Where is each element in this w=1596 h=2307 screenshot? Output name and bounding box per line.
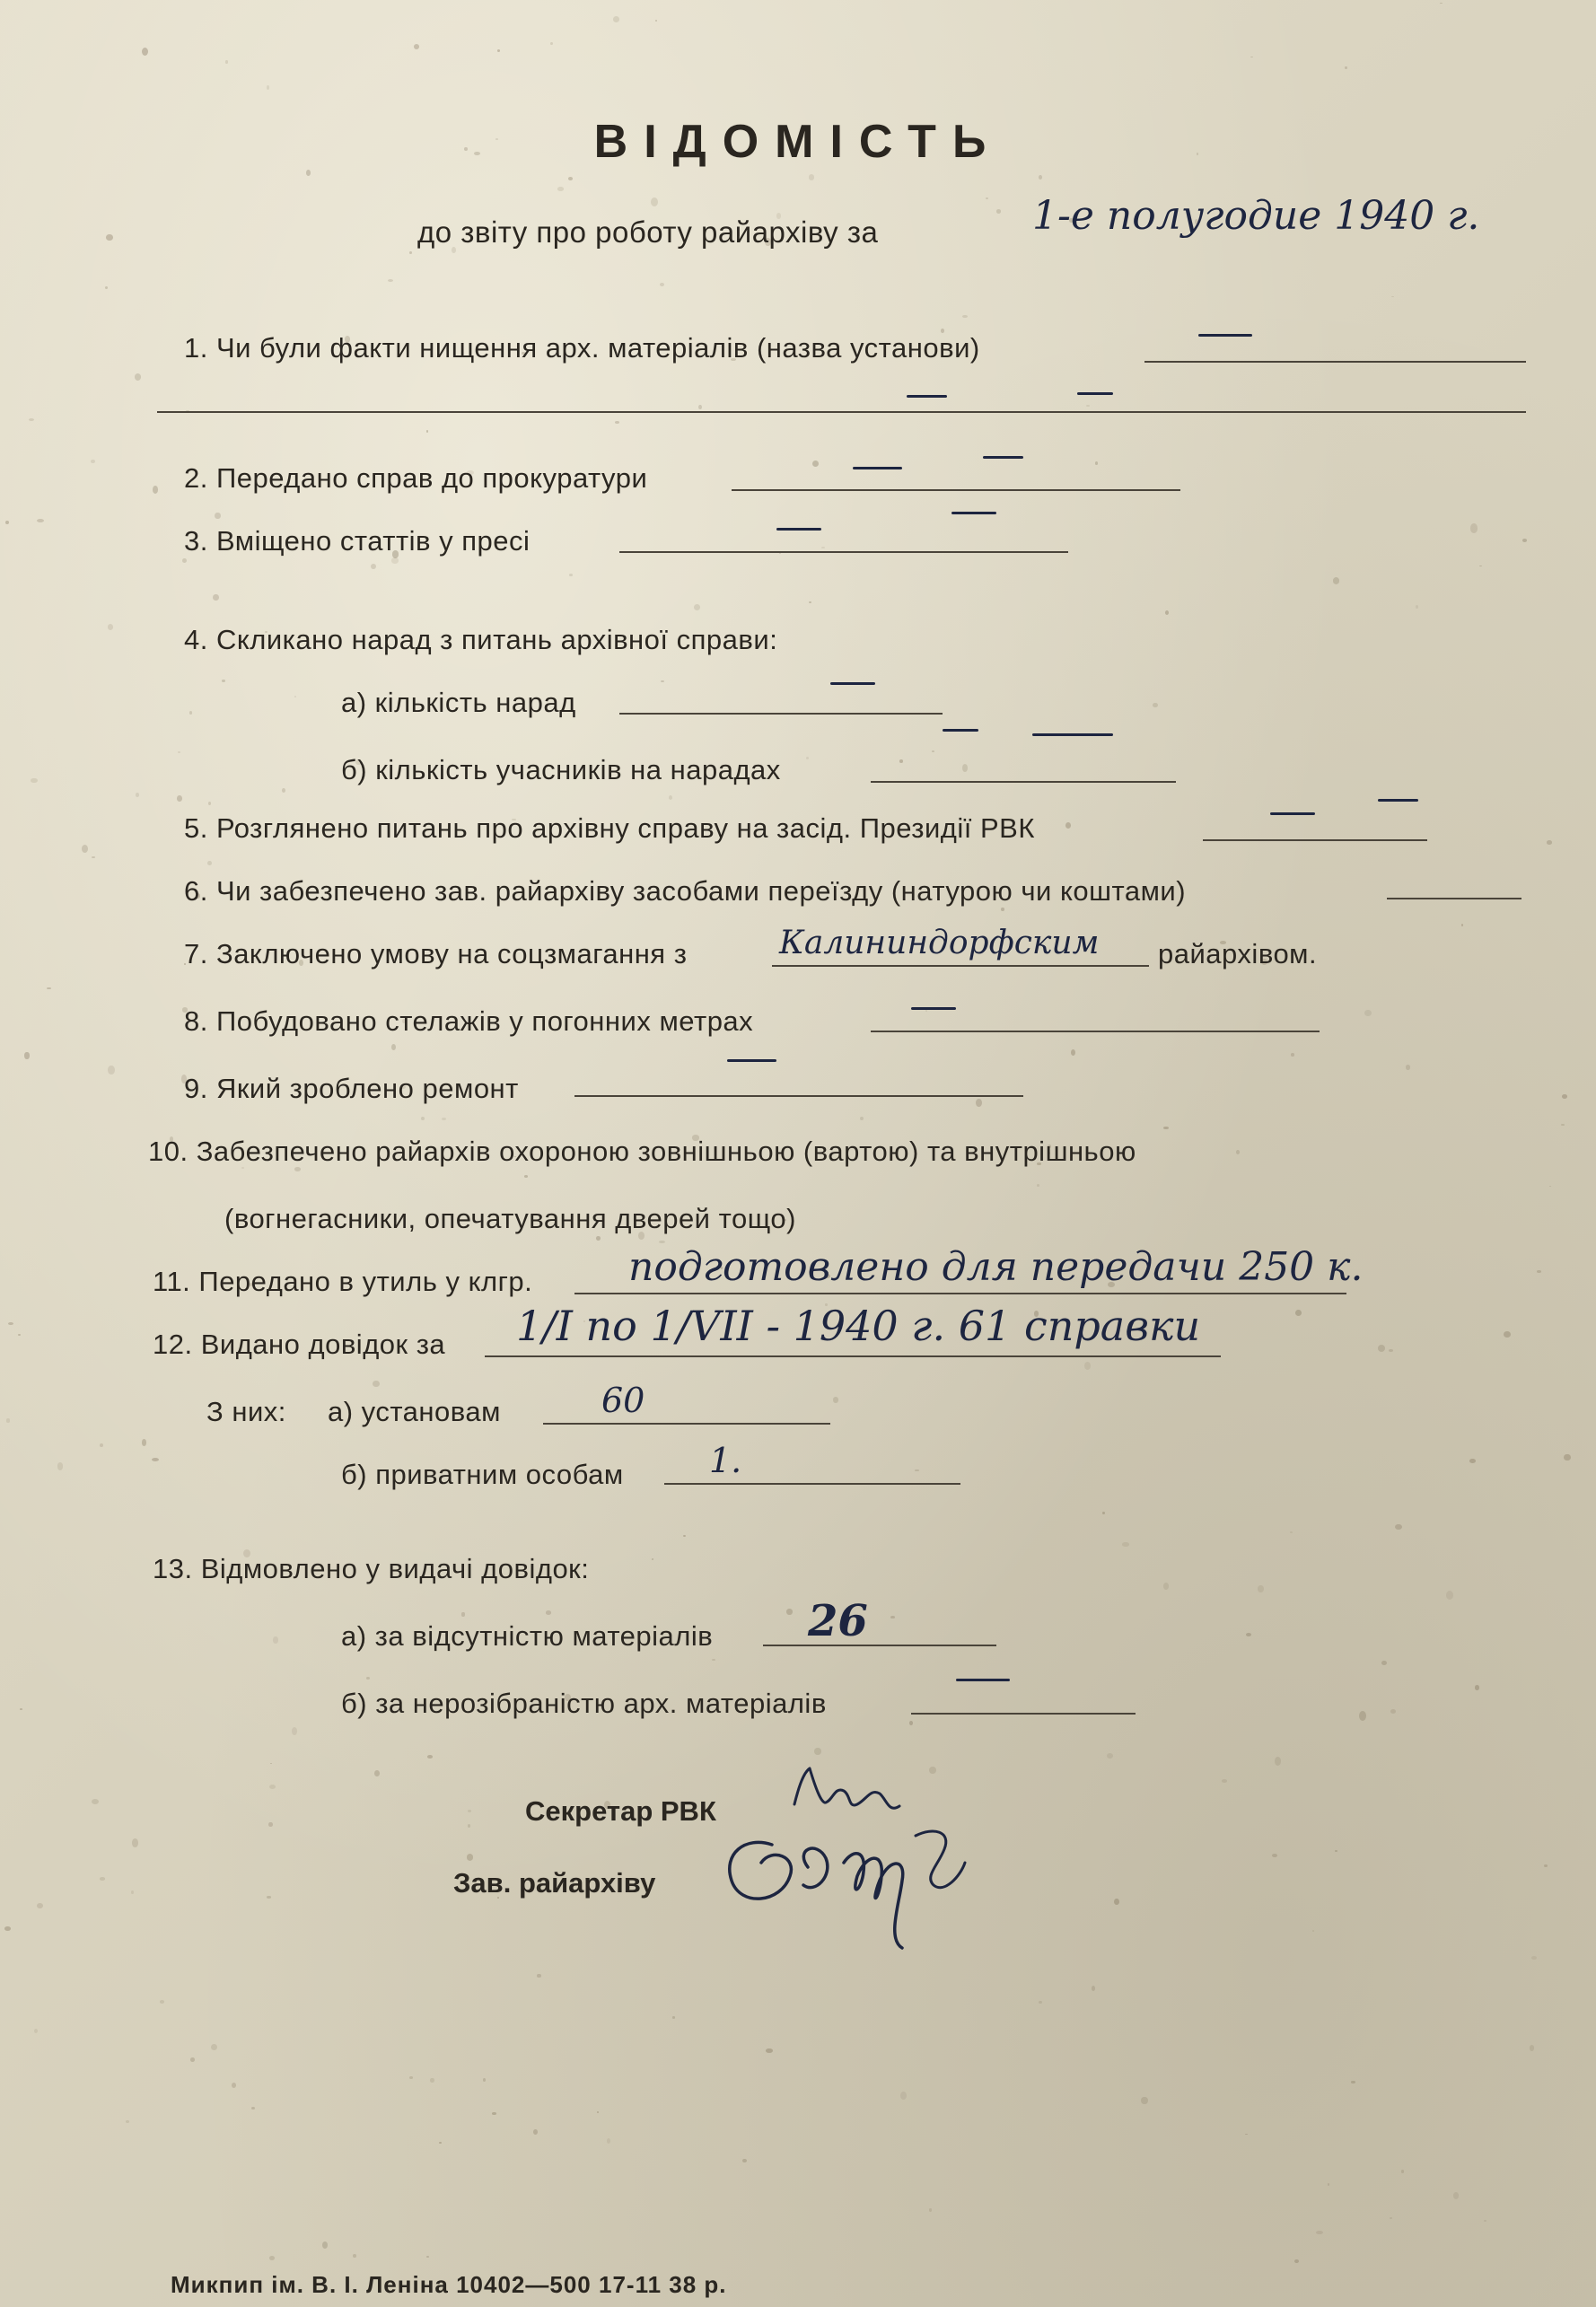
paper-speck [1316, 2231, 1323, 2234]
paper-speck [786, 1609, 793, 1615]
item-6-fill-line [1387, 898, 1521, 899]
paper-speck [537, 1974, 540, 1978]
item-2-dash [853, 467, 902, 469]
paper-speck [427, 1755, 433, 1759]
paper-speck [659, 1241, 666, 1244]
paper-speck [213, 594, 219, 601]
item-5-dash [1270, 812, 1315, 815]
paper-speck [1390, 1709, 1396, 1714]
item-5-fill-line [1203, 839, 1427, 841]
paper-speck [1071, 1049, 1075, 1056]
paper-speck [1107, 1753, 1113, 1759]
paper-speck [683, 1535, 686, 1537]
paper-speck [976, 1099, 982, 1108]
paper-speck [492, 2112, 495, 2115]
item-7-handwritten: Калининдорфским [779, 925, 1100, 961]
item-13a-handwritten: 26 [808, 1596, 868, 1646]
paper-speck [388, 279, 393, 282]
paper-speck [1163, 1583, 1169, 1590]
item-3-dash [776, 528, 821, 531]
paper-speck [294, 696, 296, 697]
paper-speck [821, 547, 825, 549]
paper-speck [1001, 908, 1004, 911]
paper-speck [652, 1558, 654, 1559]
item-9-fill-line [574, 1095, 1023, 1097]
item-6-label: 6. Чи забезпечено зав. райархіву засобами переїзду (натурою чи коштами) [184, 875, 1187, 907]
paper-speck [222, 680, 225, 681]
item-12a-fill-line [543, 1423, 830, 1425]
item-12b-handwritten: 1. [709, 1441, 742, 1480]
paper-speck [1102, 1512, 1105, 1515]
paper-speck [1165, 610, 1169, 615]
paper-speck [1092, 1986, 1095, 1991]
item-11-label: 11. Передано в утиль у клгр. [153, 1266, 533, 1297]
paper-speck [269, 1785, 276, 1789]
item-12-handwritten: 1/I по 1/VII - 1940 г. 61 справки [516, 1302, 1201, 1350]
paper-speck [1351, 2081, 1355, 2083]
paper-speck [270, 1763, 273, 1764]
paper-speck [929, 2208, 932, 2211]
paper-speck [1389, 1349, 1393, 1352]
item-11-handwritten: подготовлено для передачи 250 к. [628, 1244, 1364, 1290]
paper-speck [178, 751, 180, 753]
paper-speck [925, 1010, 927, 1012]
paper-speck [269, 2256, 275, 2260]
paper-speck [596, 1236, 601, 1241]
paper-speck [92, 1799, 99, 1804]
paper-speck [860, 1117, 864, 1120]
item-4-label: 4. Скликано нарад з питань архівної справи: [184, 624, 778, 655]
paper-speck [1290, 1531, 1293, 1533]
item-10-label-2: (вогнегасники, опечатування дверей тощо) [224, 1203, 796, 1234]
paper-speck [37, 519, 44, 522]
paper-speck [1295, 1310, 1302, 1316]
item-13a-fill-line [763, 1645, 996, 1646]
archive-head-label: Зав. райархіву [453, 1867, 656, 1899]
paper-speck [546, 1610, 552, 1615]
item-3-dash-2 [951, 512, 996, 514]
paper-speck [91, 460, 95, 463]
paper-speck [100, 1877, 105, 1880]
paper-speck [809, 601, 811, 603]
paper-speck [1531, 1956, 1537, 1960]
paper-speck [1522, 539, 1528, 542]
paper-speck [661, 680, 663, 682]
item-2-label: 2. Передано справ до прокуратури [184, 462, 648, 494]
item-4b-label: б) кількість учасників на нарадах [341, 754, 781, 785]
paper-speck [569, 574, 573, 576]
paper-speck [1084, 1362, 1091, 1370]
handwritten-signature [709, 1750, 1014, 1966]
paper-speck [189, 711, 192, 715]
paper-speck [322, 2241, 328, 2249]
item-5-dash-2 [1378, 799, 1418, 802]
item-13b-dash [956, 1679, 1010, 1681]
paper-speck [483, 2078, 486, 2082]
paper-speck [208, 802, 211, 806]
paper-speck [126, 2120, 129, 2123]
item-12b-label: б) приватним особам [341, 1459, 624, 1490]
paper-speck [1333, 577, 1339, 584]
item-4a-fill-line [619, 713, 943, 715]
paper-speck [742, 2159, 747, 2162]
paper-speck [1245, 2134, 1248, 2136]
paper-speck [142, 48, 148, 56]
paper-speck [442, 1118, 446, 1120]
paper-speck [373, 1381, 379, 1387]
paper-speck [20, 1708, 22, 1710]
paper-speck [712, 1659, 715, 1661]
paper-speck [273, 1636, 278, 1643]
item-12-label: 12. Видано довідок за [153, 1329, 446, 1360]
paper-speck [899, 759, 903, 763]
item-7-fill-line [772, 965, 1149, 967]
paper-speck [92, 856, 95, 858]
subtitle-handwritten-period: 1-е полугодие 1940 г. [1032, 193, 1480, 239]
paper-speck [100, 1443, 103, 1447]
paper-speck [409, 251, 412, 255]
item-13-label: 13. Відмовлено у видачі довідок: [153, 1553, 590, 1584]
paper-speck [1291, 1053, 1294, 1057]
paper-speck [1039, 2001, 1042, 2004]
paper-speck [268, 1822, 272, 1828]
paper-speck [1544, 1864, 1548, 1867]
paper-speck [1391, 296, 1394, 298]
paper-speck [1141, 2097, 1147, 2105]
item-7-label: 7. Заключено умову на соцзмагання з [184, 938, 688, 969]
paper-speck [1294, 2259, 1299, 2263]
paper-speck [467, 1854, 473, 1860]
paper-speck [557, 187, 565, 191]
paper-speck [153, 486, 158, 493]
paper-speck [568, 177, 574, 180]
paper-speck [1406, 1065, 1410, 1069]
paper-speck [18, 1334, 21, 1336]
paper-speck [34, 2029, 38, 2033]
paper-speck [533, 2129, 538, 2135]
paper-speck [29, 418, 34, 421]
paper-speck [900, 2092, 907, 2100]
paper-speck [426, 2256, 429, 2258]
item-1-label: 1. Чи були факти нищення арх. матеріалів (назва установи) [184, 332, 980, 364]
item-1-dash-3 [1077, 392, 1113, 395]
paper-speck [597, 2111, 600, 2113]
paper-speck [1086, 405, 1090, 407]
paper-speck [439, 2142, 442, 2144]
paper-speck [409, 2076, 413, 2079]
paper-speck [1335, 1850, 1337, 1852]
paper-speck [497, 49, 500, 52]
paper-speck [698, 405, 702, 409]
paper-speck [421, 1117, 425, 1120]
paper-speck [1561, 1124, 1565, 1127]
item-1-dash [1198, 334, 1252, 337]
paper-speck [1222, 1779, 1227, 1783]
paper-speck [1114, 1899, 1119, 1905]
item-3-fill-line [619, 551, 1068, 553]
paper-speck [1416, 605, 1418, 609]
paper-speck [1453, 2192, 1460, 2199]
paper-speck [524, 1175, 528, 1178]
item-8-label: 8. Побудовано стелажів у погонних метрах [184, 1005, 754, 1037]
paper-speck [1547, 840, 1552, 844]
paper-speck [932, 750, 934, 752]
item-12a-handwritten: 60 [601, 1381, 645, 1420]
paper-speck [177, 795, 182, 802]
paper-speck [207, 861, 212, 866]
paper-speck [414, 44, 419, 49]
item-8-dash [911, 1007, 956, 1010]
paper-speck [182, 558, 187, 563]
paper-speck [391, 1044, 396, 1050]
paper-speck [47, 987, 51, 989]
paper-speck [1446, 1591, 1453, 1600]
paper-speck [550, 42, 553, 46]
printer-imprint: Микпип ім. В. І. Леніна 10402—500 17-11 38 р. [171, 2271, 727, 2298]
paper-speck [615, 421, 619, 424]
paper-speck [1484, 2220, 1486, 2222]
item-4a-label: а) кількість нарад [341, 687, 576, 718]
paper-speck [152, 1458, 159, 1461]
paper-speck [1272, 1854, 1277, 1858]
paper-speck [105, 286, 108, 289]
paper-speck [1039, 175, 1042, 180]
paper-speck [607, 2138, 610, 2144]
paper-speck [909, 1721, 913, 1725]
paper-speck [366, 1677, 370, 1680]
paper-speck [468, 1810, 471, 1812]
paper-speck [1312, 1930, 1314, 1932]
item-3-label: 3. Вміщено статтів у пресі [184, 525, 531, 557]
paper-speck [1122, 1542, 1128, 1547]
item-11-fill-line [574, 1293, 1346, 1294]
paper-speck [1381, 1661, 1387, 1666]
paper-speck [142, 1439, 147, 1446]
paper-speck [371, 564, 376, 569]
paper-speck [292, 1727, 297, 1735]
item-13a-label: а) за відсутністю матеріалів [341, 1620, 714, 1652]
item-13b-fill-line [911, 1713, 1136, 1715]
item-12-fill-line [485, 1355, 1221, 1357]
paper-speck [135, 373, 141, 381]
paper-speck [8, 1322, 13, 1325]
paper-speck [1469, 1459, 1475, 1463]
paper-speck [766, 2048, 773, 2053]
item-13b-label: б) за нерозібраністю арх. матеріалів [341, 1688, 827, 1719]
paper-speck [1549, 1186, 1551, 1187]
paper-speck [426, 430, 429, 433]
item-9-label: 9. Який зроблено ремонт [184, 1073, 519, 1104]
paper-speck [131, 1890, 134, 1894]
paper-speck [672, 2016, 675, 2018]
paper-speck [1504, 1331, 1511, 1338]
item-4a-dash [830, 682, 875, 685]
paper-speck [1359, 1711, 1366, 1721]
paper-speck [430, 2078, 434, 2083]
paper-speck [1562, 1094, 1567, 1099]
paper-speck [1401, 2170, 1404, 2173]
paper-speck [5, 521, 9, 524]
paper-speck [1246, 1633, 1251, 1636]
paper-speck [962, 315, 968, 318]
item-10-label: 10. Забезпечено райархів охороною зовнішньою (вартою) та внутрішньою [148, 1136, 1136, 1167]
item-1-dash-2 [907, 395, 947, 398]
paper-speck [986, 197, 988, 198]
paper-speck [651, 197, 658, 206]
document-title: ВІДОМІСТЬ [593, 116, 1003, 168]
paper-speck [1095, 461, 1098, 465]
paper-speck [660, 283, 664, 286]
secretary-label: Секретар РВК [525, 1795, 716, 1827]
paper-speck [31, 778, 37, 784]
item-4b-dash [943, 729, 978, 732]
paper-speck [190, 2057, 195, 2062]
paper-speck [136, 793, 139, 797]
item-7-end: райархівом. [1158, 938, 1318, 969]
paper-speck [996, 209, 1002, 214]
paper-speck [211, 2044, 217, 2050]
paper-speck [694, 604, 700, 610]
paper-speck [1275, 1757, 1281, 1766]
paper-speck [353, 2254, 355, 2258]
item-8-fill-line [871, 1031, 1320, 1032]
paper-speck [267, 85, 269, 89]
item-1-fill-line [1144, 361, 1526, 363]
paper-speck [6, 1418, 11, 1423]
paper-speck [108, 1066, 114, 1075]
paper-speck [251, 2107, 255, 2110]
paper-speck [1153, 703, 1158, 708]
paper-speck [806, 757, 810, 759]
paper-speck [232, 2083, 236, 2088]
item-12-from-label: З них: [206, 1396, 286, 1427]
paper-speck [613, 16, 619, 22]
paper-speck [1037, 1184, 1039, 1187]
paper-speck [57, 1462, 64, 1469]
paper-speck [108, 624, 113, 630]
paper-speck [1345, 66, 1347, 69]
paper-speck [1364, 1010, 1372, 1016]
subtitle: до звіту про роботу райархіву за [417, 215, 879, 249]
paper-speck [915, 1469, 919, 1472]
item-12b-fill-line [664, 1483, 960, 1485]
paper-speck [1564, 1454, 1570, 1461]
paper-speck [962, 764, 968, 772]
paper-speck [833, 1397, 838, 1403]
item-5-label: 5. Розглянено питань про архівну справу на засід. Президії РВК [184, 812, 1035, 844]
paper-speck [1163, 1127, 1169, 1130]
item-4b-fill-line [871, 781, 1176, 783]
paper-speck [1378, 1345, 1385, 1352]
paper-speck [374, 1770, 380, 1776]
paper-speck [106, 234, 112, 241]
paper-speck [1537, 1270, 1541, 1273]
paper-speck [1328, 2183, 1329, 2186]
paper-speck [391, 557, 398, 563]
paper-speck [24, 1052, 29, 1059]
item-12a-label: а) установам [328, 1396, 501, 1427]
paper-speck [4, 1926, 11, 1931]
item-8-dash-2 [727, 1059, 776, 1062]
item-2-dash-2 [983, 456, 1023, 459]
paper-speck [1236, 1150, 1240, 1154]
paper-speck [1475, 1685, 1479, 1690]
paper-speck [1530, 2045, 1534, 2051]
paper-speck [132, 1838, 138, 1846]
paper-speck [282, 788, 285, 794]
paper-speck [1395, 1524, 1402, 1530]
paper-speck [1461, 924, 1464, 926]
paper-speck [468, 1824, 470, 1828]
paper-speck [1470, 523, 1478, 532]
paper-speck [890, 1616, 895, 1618]
paper-speck [1065, 822, 1071, 829]
paper-speck [1258, 1585, 1264, 1593]
paper-speck [809, 174, 815, 180]
paper-speck [812, 461, 819, 467]
paper-speck [225, 60, 229, 64]
item-1-fill-line-2 [157, 411, 1526, 413]
paper-speck [655, 20, 658, 22]
paper-speck [160, 2000, 164, 2004]
paper-speck [306, 170, 311, 175]
paper-speck [461, 1612, 464, 1616]
paper-speck [669, 795, 672, 800]
paper-speck [1390, 2217, 1391, 2218]
item-4b-dash-2 [1032, 733, 1113, 736]
paper-speck [267, 1896, 271, 1898]
paper-speck [215, 513, 221, 520]
paper-speck [82, 845, 88, 853]
paper-speck [1440, 3, 1442, 4]
item-2-fill-line [732, 489, 1180, 491]
paper-speck [37, 1903, 43, 1909]
